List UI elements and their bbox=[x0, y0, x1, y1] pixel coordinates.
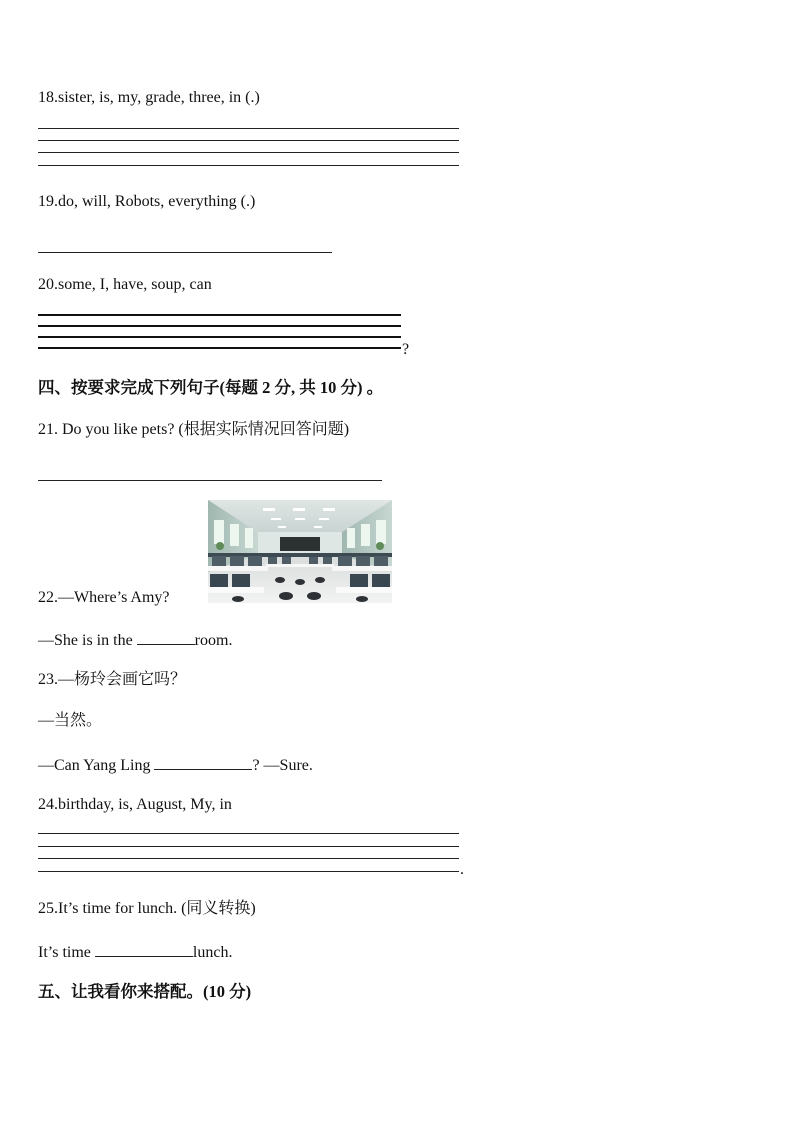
q19-prompt: 19.do, will, Robots, everything (.) bbox=[38, 193, 256, 210]
q19-answer-line[interactable] bbox=[38, 252, 332, 253]
q24-answer-line-2[interactable] bbox=[38, 846, 459, 847]
q18-answer-line-4[interactable] bbox=[38, 165, 459, 166]
q18-answer-line-2[interactable] bbox=[38, 140, 459, 141]
q20-question-mark: ? bbox=[402, 341, 410, 358]
q23-english-before: —Can Yang Ling bbox=[38, 757, 155, 774]
q18-answer-line-3[interactable] bbox=[38, 152, 459, 153]
q24-prompt: 24.birthday, is, August, My, in bbox=[38, 796, 232, 813]
q20-answer-line-1[interactable] bbox=[38, 314, 401, 316]
q23-blank[interactable] bbox=[154, 754, 252, 770]
q23-chinese-question: 23.—杨玲会画它吗？ bbox=[38, 671, 187, 688]
q21-answer-line[interactable] bbox=[38, 480, 382, 481]
q23-chinese-answer: —当然。 bbox=[38, 712, 103, 729]
q20-answer-line-4[interactable] bbox=[38, 347, 401, 349]
q20-answer-line-2[interactable] bbox=[38, 325, 401, 327]
q23-english-sentence bbox=[38, 754, 313, 776]
q22-answer-after: room. bbox=[194, 632, 233, 649]
section-5-title: 五、让我看你来搭配。(10 分) bbox=[38, 982, 252, 1001]
q25-blank[interactable] bbox=[95, 941, 193, 957]
q25-prompt: 25.It’s time for lunch. (同义转换) bbox=[38, 900, 256, 917]
q22-blank[interactable] bbox=[137, 629, 195, 645]
q24-answer-line-4[interactable] bbox=[38, 871, 459, 872]
q25-answer-before: It’s time bbox=[38, 944, 95, 961]
q25-answer-after: lunch. bbox=[192, 944, 233, 961]
q20-prompt: 20.some, I, have, soup, can bbox=[38, 276, 212, 293]
q24-answer-line-3[interactable] bbox=[38, 858, 459, 859]
q21-prompt: 21. Do you like pets? (根据实际情况回答问题) bbox=[38, 421, 350, 438]
computer-classroom-photo bbox=[208, 500, 392, 603]
q25-answer-sentence bbox=[38, 941, 232, 963]
q22-answer-before: —She is in the bbox=[38, 632, 137, 649]
q24-period: . bbox=[460, 861, 464, 878]
q24-answer-line-1[interactable] bbox=[38, 833, 459, 834]
q18-prompt: 18.sister, is, my, grade, three, in (.) bbox=[38, 89, 260, 106]
q22-question: 22.—Where’s Amy? bbox=[38, 589, 170, 606]
section-4-title: 四、按要求完成下列句子(每题 2 分, 共 10 分) 。 bbox=[38, 378, 384, 397]
q20-answer-line-3[interactable] bbox=[38, 336, 401, 338]
q22-answer-sentence bbox=[38, 629, 232, 651]
q23-english-after: ? —Sure. bbox=[252, 757, 313, 774]
q18-answer-line-1[interactable] bbox=[38, 128, 459, 129]
